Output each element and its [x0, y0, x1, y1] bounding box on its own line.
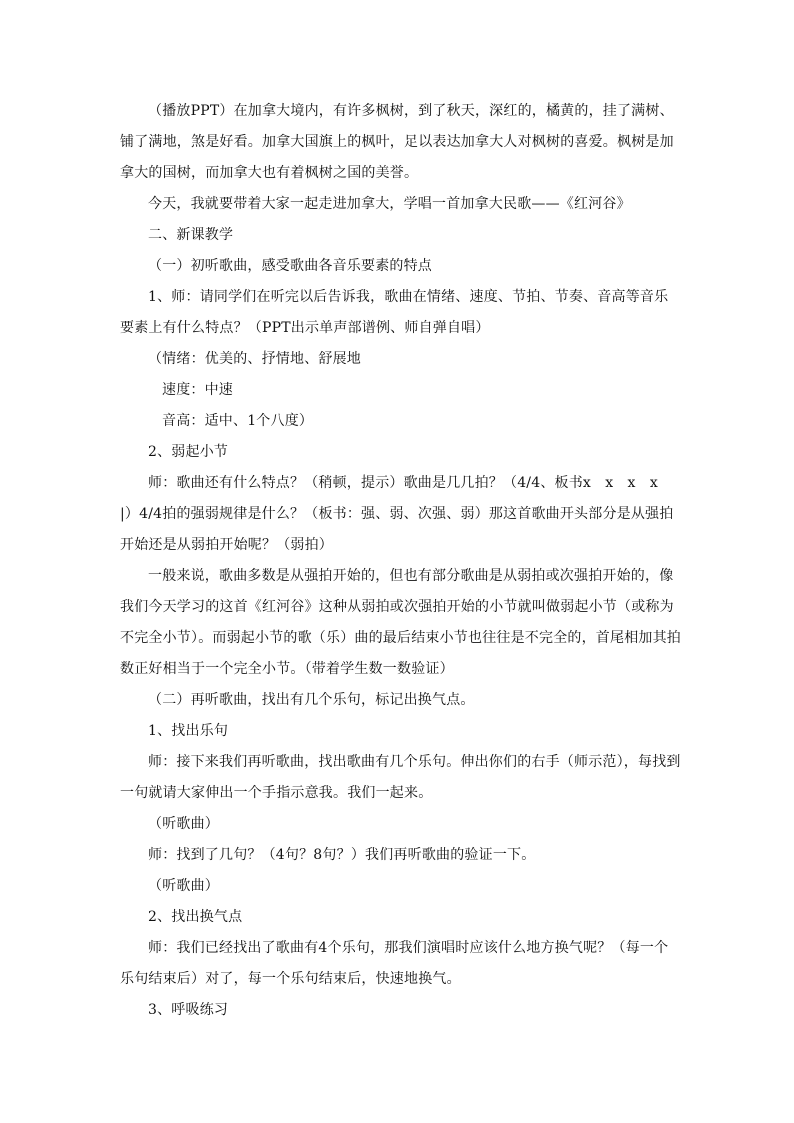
- item-heading-find-phrases: 1、找出乐句: [148, 723, 229, 739]
- paragraph-pitch: 音高：适中、1个八度）: [162, 413, 314, 429]
- paragraph-teacher-meter: 师：歌曲还有什么特点？（稍顿，提示）歌曲是几几拍？（4/4、板书x x x x |）4/4拍的强弱规律是什么？（板书：强、弱、次强、弱）那这首歌曲开头部分是从强拍开始还是从弱拍开始呢？（弱拍）: [120, 475, 674, 553]
- paragraph-emotion: （情绪：优美的、抒情地、舒展地: [148, 351, 361, 367]
- paragraph-teacher-question-elements: 1、师：请同学们在听完以后告诉我，歌曲在情绪、速度、节拍、节奏、音高等音乐要素上有什么特点？（PPT出示单声部谱例、师自弹自唱）: [120, 289, 669, 336]
- item-heading-breathing-practice: 3、呼吸练习: [148, 1002, 229, 1018]
- subsection-heading-first-listen: （一）初听歌曲，感受歌曲各音乐要素的特点: [148, 258, 432, 274]
- paragraph-intro-maple: （播放PPT）在加拿大境内，有许多枫树，到了秋天，深红的，橘黄的，挂了满树、铺了满地，煞是好看。加拿大国旗上的枫叶，足以表达加拿大人对枫树的喜爱。枫树是加拿大的国树，而加拿大也有着枫树之国的美誉。: [120, 103, 674, 181]
- paragraph-listen-song-2: （听歌曲）: [148, 878, 219, 894]
- section-heading-new-lesson: 二、新课教学: [148, 227, 234, 243]
- paragraph-speed: 速度：中速: [162, 382, 233, 398]
- paragraph-anacrusis-explanation: 一般来说，歌曲多数是从强拍开始的，但也有部分歌曲是从弱拍或次强拍开始的，像我们今天学习的这首《红河谷》这种从弱拍或次强拍开始的小节就叫做弱起小节（或称为不完全小节）。而弱起小节的歌（乐）曲的最后结束小节也往往是不完全的，首尾相加其拍数正好相当于一个完全小节。（带着学生数一数验证）: [120, 568, 681, 677]
- paragraph-teacher-breath: 师：我们已经找出了歌曲有4个乐句，那我们演唱时应该什么地方换气呢？（每一个乐句结束后）对了，每一个乐句结束后，快速地换气。: [120, 940, 669, 987]
- subsection-heading-second-listen: （二）再听歌曲，找出有几个乐句，标记出换气点。: [148, 692, 475, 708]
- paragraph-listen-song-1: （听歌曲）: [148, 816, 219, 832]
- document-body: [120, 96, 682, 1026]
- paragraph-today-song: 今天，我就要带着大家一起走进加拿大，学唱一首加拿大民歌——《红河谷》: [148, 196, 631, 212]
- item-heading-breath-points: 2、找出换气点: [148, 909, 243, 925]
- paragraph-teacher-find-phrases: 师：接下来我们再听歌曲，找出歌曲有几个乐句。伸出你们的右手（师示范），每找到一句就请大家伸出一个手指示意我。我们一起来。: [120, 754, 681, 801]
- paragraph-teacher-how-many: 师：找到了几句？（4句？8句？）我们再听歌曲的验证一下。: [148, 847, 536, 863]
- item-heading-anacrusis: 2、弱起小节: [148, 444, 229, 460]
